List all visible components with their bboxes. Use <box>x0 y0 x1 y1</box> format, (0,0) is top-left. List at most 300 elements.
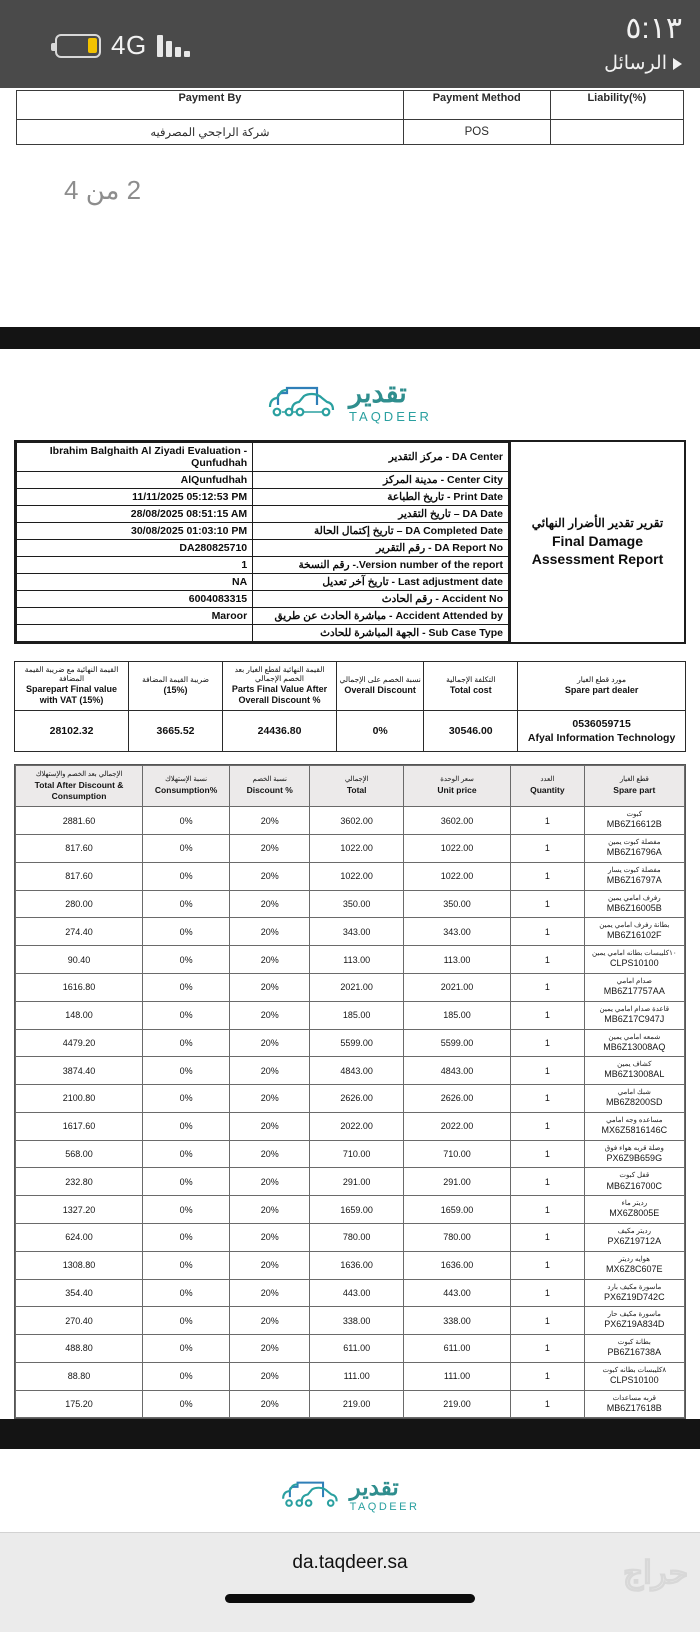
spare-part-arabic-name: مفصلة كبوت يمين <box>608 839 661 847</box>
cell-consumption: 0% <box>143 1279 230 1307</box>
cell-discount: 20% <box>230 1196 310 1224</box>
cell-spare-part <box>584 1029 684 1057</box>
brand-latin: TAQDEER <box>349 409 432 424</box>
cell-consumption: 0% <box>143 1335 230 1363</box>
spare-part-number: MX6Z5816146C <box>601 1124 668 1135</box>
cell-total: 1022.00 <box>310 835 404 863</box>
cell-spare-part <box>584 1057 684 1085</box>
info-value-da-date: 28/08/2025 08:51:15 AM <box>17 506 253 523</box>
taqdeer-wordmark <box>349 380 432 423</box>
cell-total-after: 2100.80 <box>16 1085 143 1113</box>
parts-col-discount: نسبة الخصم Discount % <box>230 765 310 806</box>
info-label-attended-by: Accident Attended by - مباشرة الحادث عن طريق <box>253 608 509 625</box>
info-row-da-center <box>17 443 509 472</box>
table-row <box>16 1085 685 1113</box>
cell-discount: 20% <box>230 1085 310 1113</box>
cell-unit-price: 350.00 <box>404 890 511 918</box>
cell-total-after: 1327.20 <box>16 1196 143 1224</box>
footer-taqdeer-logo <box>0 1449 700 1532</box>
status-bar <box>0 0 700 88</box>
cell-total-after: 232.80 <box>16 1168 143 1196</box>
spare-part-arabic-name: ماسورة مكيف بارد <box>607 1283 662 1291</box>
info-value-da-report-no: DA280825710 <box>17 540 253 557</box>
cell-unit-price: 710.00 <box>404 1140 511 1168</box>
info-label-center-city: Center City - مدينة المركز <box>253 472 509 489</box>
spare-part-number: MB6Z17C947J <box>604 1013 665 1024</box>
cell-quantity: 1 <box>511 1390 585 1418</box>
cell-total: 1022.00 <box>310 862 404 890</box>
cell-unit-price: 343.00 <box>404 918 511 946</box>
cell-unit-price: 3602.00 <box>404 807 511 835</box>
summary-value-vat: 3665.52 <box>129 710 223 751</box>
summary-header-row <box>15 662 686 711</box>
home-indicator[interactable] <box>225 1594 475 1603</box>
cell-spare-part <box>584 807 684 835</box>
cell-unit-price: 2021.00 <box>404 973 511 1001</box>
cell-spare-part <box>584 918 684 946</box>
cell-discount: 20% <box>230 973 310 1001</box>
info-row-da-report-no <box>17 540 509 557</box>
cell-unit-price: 219.00 <box>404 1390 511 1418</box>
cell-discount: 20% <box>230 1279 310 1307</box>
cell-spare-part <box>584 973 684 1001</box>
cell-consumption: 0% <box>143 1196 230 1224</box>
network-type-label: 4G <box>111 30 147 60</box>
cell-spare-part <box>584 1168 684 1196</box>
cell-spare-part <box>584 1279 684 1307</box>
table-row <box>16 1307 685 1335</box>
cell-total-after: 817.60 <box>16 835 143 863</box>
cell-total: 443.00 <box>310 1279 404 1307</box>
status-bar-right-group <box>604 14 682 75</box>
table-row <box>16 1223 685 1251</box>
cell-discount: 20% <box>230 918 310 946</box>
info-row-da-completed-date <box>17 523 509 540</box>
cell-quantity: 1 <box>511 1335 585 1363</box>
cell-spare-part <box>584 1362 684 1390</box>
cell-unit-price: 1022.00 <box>404 862 511 890</box>
cell-discount: 20% <box>230 862 310 890</box>
cell-spare-part <box>584 890 684 918</box>
report-header-block <box>14 440 686 644</box>
spare-part-number: MB6Z16612B <box>606 819 662 830</box>
previous-page-fragment <box>0 90 700 327</box>
cell-spare-part <box>584 1196 684 1224</box>
cell-consumption: 0% <box>143 1390 230 1418</box>
cell-payment-by: شركة الراجحي المصرفيه <box>17 120 404 145</box>
parts-col-total-after: الإجمالي بعد الخصم والإستهلاك Total After Discount & Consumption <box>16 765 143 806</box>
cell-quantity: 1 <box>511 946 585 974</box>
spare-part-number: MX6Z8C607E <box>606 1263 663 1274</box>
spare-part-number: MB6Z16005B <box>606 902 662 913</box>
spare-part-arabic-name: ١٠كليبسات بطانه امامي يمين <box>592 950 677 958</box>
summary-value-after-overall-discount: 24436.80 <box>223 710 337 751</box>
cell-total: 2022.00 <box>310 1112 404 1140</box>
cell-total-after: 3874.40 <box>16 1057 143 1085</box>
cell-consumption: 0% <box>143 1307 230 1335</box>
cell-spare-part <box>584 1335 684 1363</box>
page-separator-bottom <box>0 1419 700 1449</box>
summary-value-overall-discount: 0% <box>337 710 424 751</box>
cell-consumption: 0% <box>143 1362 230 1390</box>
cell-total: 343.00 <box>310 918 404 946</box>
spare-part-arabic-name: قفل كبوت <box>619 1172 650 1180</box>
table-row <box>16 1362 685 1390</box>
cell-quantity: 1 <box>511 1223 585 1251</box>
browser-url-bar[interactable] <box>0 1532 700 1592</box>
footer-brand-latin: TAQDEER <box>349 1501 420 1514</box>
cell-total: 1636.00 <box>310 1251 404 1279</box>
report-title-line1: Final Damage <box>551 533 644 549</box>
cell-total-after: 270.40 <box>16 1307 143 1335</box>
cell-quantity: 1 <box>511 1029 585 1057</box>
cell-unit-price: 1022.00 <box>404 835 511 863</box>
page-indicator: 2 من 4 <box>64 175 142 205</box>
spare-part-arabic-name: كشاف يمين <box>617 1061 652 1069</box>
battery-icon <box>55 34 101 58</box>
cell-unit-price: 338.00 <box>404 1307 511 1335</box>
summary-col-after-overall-discount: القيمة النهائية لقطع الغيار بعد الخصم الإجمالي Parts Final Value After Overall Discount % <box>223 662 337 711</box>
cell-spare-part <box>584 1251 684 1279</box>
spare-part-arabic-name: هوايه رديتر <box>618 1255 650 1263</box>
info-label-da-report-no: DA Report No - رقم التقرير <box>253 540 509 557</box>
cell-total-after: 175.20 <box>16 1390 143 1418</box>
spare-part-arabic-name: رديتر مكيف <box>617 1227 651 1235</box>
report-info-table-wrap <box>16 442 509 642</box>
spare-part-number: MB6Z17618B <box>606 1402 662 1413</box>
cell-quantity: 1 <box>511 807 585 835</box>
cell-discount: 20% <box>230 835 310 863</box>
info-value-da-completed-date: 30/08/2025 01:03:10 PM <box>17 523 253 540</box>
cell-quantity: 1 <box>511 918 585 946</box>
spare-parts-header <box>16 765 685 806</box>
spare-part-arabic-name: قاعدة صدام امامي يمين <box>599 1005 670 1013</box>
spare-part-number: MB6Z16102F <box>607 930 662 941</box>
summary-value-final-with-vat: 28102.32 <box>15 710 129 751</box>
report-title-line2: Assessment Report <box>531 550 664 567</box>
cell-discount: 20% <box>230 890 310 918</box>
info-row-da-date <box>17 506 509 523</box>
summary-col-final-with-vat: القيمة النهائية مع ضريبة القيمة المضافة Sparepart Final value with VAT (15%) <box>15 662 129 711</box>
cell-total: 219.00 <box>310 1390 404 1418</box>
cell-consumption: 0% <box>143 1112 230 1140</box>
cell-spare-part <box>584 946 684 974</box>
col-liability: Liability(%) <box>587 92 647 104</box>
cell-payment-method: POS <box>403 120 550 145</box>
cell-quantity: 1 <box>511 1362 585 1390</box>
spare-part-number: PX6Z19A834D <box>604 1319 665 1330</box>
spare-part-arabic-name: مساعده وجه امامي <box>606 1116 663 1124</box>
cell-quantity: 1 <box>511 1251 585 1279</box>
cell-total-after: 274.40 <box>16 918 143 946</box>
report-title-english <box>532 533 664 568</box>
cell-total-after: 568.00 <box>16 1140 143 1168</box>
spare-part-arabic-name: قربه مساعدات <box>612 1394 656 1402</box>
spare-part-number: MB6Z13008AL <box>604 1069 665 1080</box>
table-row <box>16 1196 685 1224</box>
parts-col-total: الإجمالي Total <box>310 765 404 806</box>
info-value-version: 1 <box>17 557 253 574</box>
cell-total: 4843.00 <box>310 1057 404 1085</box>
haraj-watermark: حراج <box>623 1555 688 1591</box>
cell-discount: 20% <box>230 1335 310 1363</box>
pdf-page <box>0 349 700 1419</box>
cell-total-after: 488.80 <box>16 1335 143 1363</box>
cell-discount: 20% <box>230 1112 310 1140</box>
cell-quantity: 1 <box>511 890 585 918</box>
cell-discount: 20% <box>230 1057 310 1085</box>
info-row-sub-case-type <box>17 625 509 642</box>
info-label-accident-no: Accident No - رقم الحادث <box>253 591 509 608</box>
cell-total-after: 1308.80 <box>16 1251 143 1279</box>
active-app-indicator[interactable] <box>604 52 682 75</box>
info-value-accident-no: 6004083315 <box>17 591 253 608</box>
brand-arabic: تقدير <box>349 378 407 408</box>
table-row <box>16 1390 685 1418</box>
spare-part-number: PB6Z16738A <box>607 1347 662 1358</box>
cell-total: 2626.00 <box>310 1085 404 1113</box>
info-label-last-adjustment: Last adjustment date - تاريخ آخر تعديل <box>253 574 509 591</box>
parts-col-consumption: نسبة الإستهلاك Consumption% <box>143 765 230 806</box>
cell-discount: 20% <box>230 1029 310 1057</box>
spare-part-number: MB6Z8200SD <box>606 1097 663 1108</box>
cell-total: 291.00 <box>310 1168 404 1196</box>
spare-part-arabic-name: مفصلة كبوت يسار <box>607 866 661 874</box>
taqdeer-logo <box>14 349 686 440</box>
spare-part-arabic-name: بطانة رفرف امامي يمين <box>599 922 670 930</box>
cell-quantity: 1 <box>511 1279 585 1307</box>
info-label-sub-case-type: Sub Case Type - الجهة المباشرة للحادث <box>253 625 509 642</box>
cell-consumption: 0% <box>143 1085 230 1113</box>
status-bar-left-group <box>55 30 190 61</box>
info-row-attended-by <box>17 608 509 625</box>
cell-unit-price: 111.00 <box>404 1362 511 1390</box>
cell-consumption: 0% <box>143 1029 230 1057</box>
summary-col-dealer: مورد قطع الغيار Spare part dealer <box>518 662 686 711</box>
summary-value-total-cost: 30546.00 <box>424 710 518 751</box>
cell-quantity: 1 <box>511 1196 585 1224</box>
cell-total-after: 88.80 <box>16 1362 143 1390</box>
spare-parts-table <box>15 765 685 1419</box>
info-label-print-date: Print Date - تاريخ الطباعة <box>253 489 509 506</box>
cell-total: 111.00 <box>310 1362 404 1390</box>
spare-part-number: MB6Z16796A <box>606 847 662 858</box>
report-title-block <box>509 442 684 642</box>
cell-discount: 20% <box>230 807 310 835</box>
cost-summary-section <box>14 661 686 752</box>
spare-part-arabic-name: وصلة قربه هواء فوق <box>604 1144 664 1152</box>
table-row <box>16 1029 685 1057</box>
dealer-phone: 0536059715 <box>572 717 631 730</box>
table-row <box>16 918 685 946</box>
cell-unit-price: 2022.00 <box>404 1112 511 1140</box>
url-text[interactable]: da.taqdeer.sa <box>292 1551 408 1573</box>
cell-total: 350.00 <box>310 890 404 918</box>
table-row <box>16 835 685 863</box>
cell-quantity: 1 <box>511 1085 585 1113</box>
cell-discount: 20% <box>230 1251 310 1279</box>
cell-discount: 20% <box>230 1223 310 1251</box>
spare-part-number: MB6Z17757AA <box>603 986 665 997</box>
summary-value-dealer <box>518 710 686 751</box>
table-row <box>16 1112 685 1140</box>
info-label-da-date: DA Date – تاريخ التقدير <box>253 506 509 523</box>
cell-spare-part <box>584 1085 684 1113</box>
cell-total: 5599.00 <box>310 1029 404 1057</box>
spare-part-arabic-name: شمعه امامي يمين <box>608 1033 661 1041</box>
spare-part-number: MB6Z16797A <box>606 874 662 885</box>
table-row <box>17 120 684 145</box>
cell-unit-price: 291.00 <box>404 1168 511 1196</box>
info-row-print-date <box>17 489 509 506</box>
info-label-da-completed-date: DA Completed Date – تاريخ إكتمال الحالة <box>253 523 509 540</box>
table-row <box>16 890 685 918</box>
cell-consumption: 0% <box>143 1223 230 1251</box>
cell-quantity: 1 <box>511 1001 585 1029</box>
info-value-center-city: AlQunfudhah <box>17 472 253 489</box>
cell-quantity: 1 <box>511 1168 585 1196</box>
cell-total-after: 817.60 <box>16 862 143 890</box>
spare-part-arabic-name: صدام امامي <box>616 977 652 985</box>
report-info-table <box>16 442 509 642</box>
cell-total: 611.00 <box>310 1335 404 1363</box>
cell-total: 113.00 <box>310 946 404 974</box>
cell-consumption: 0% <box>143 807 230 835</box>
cell-spare-part <box>584 1140 684 1168</box>
cell-spare-part <box>584 1390 684 1418</box>
cell-discount: 20% <box>230 1390 310 1418</box>
spare-part-arabic-name: ماسورة مكيف حار <box>607 1311 661 1319</box>
taqdeer-truck-car-logo-icon <box>268 379 340 424</box>
cell-total-after: 354.40 <box>16 1279 143 1307</box>
table-row <box>16 807 685 835</box>
info-value-sub-case-type <box>17 625 253 642</box>
cell-total-after: 624.00 <box>16 1223 143 1251</box>
spare-part-arabic-name: بطانة كبوت <box>617 1339 651 1347</box>
spare-part-number: PX6Z19D742C <box>604 1291 665 1302</box>
spare-parts-section <box>14 764 686 1420</box>
cell-consumption: 0% <box>143 1168 230 1196</box>
spare-part-number: MX6Z8005E <box>609 1208 660 1219</box>
table-row <box>16 1168 685 1196</box>
cell-consumption: 0% <box>143 918 230 946</box>
info-value-attended-by: Maroor <box>17 608 253 625</box>
summary-col-overall-discount: نسبة الخصم على الإجمالي Overall Discount <box>337 662 424 711</box>
summary-col-total-cost: التكلفة الإجمالية Total cost <box>424 662 518 711</box>
cell-total-after: 90.40 <box>16 946 143 974</box>
info-row-accident-no <box>17 591 509 608</box>
parts-col-unit-price: سعر الوحدة Unit price <box>404 765 511 806</box>
spare-part-number: CLPS10100 <box>610 958 659 969</box>
cell-unit-price: 2626.00 <box>404 1085 511 1113</box>
summary-value-row <box>15 710 686 751</box>
cell-consumption: 0% <box>143 862 230 890</box>
spare-parts-body <box>16 807 685 1418</box>
parts-col-quantity: العدد Quantity <box>511 765 585 806</box>
summary-col-vat: ضريبة القيمة المضافة (15%) <box>129 662 223 711</box>
spare-part-number: CLPS10100 <box>610 1374 659 1385</box>
cell-total-after: 4479.20 <box>16 1029 143 1057</box>
spare-part-arabic-name: كبوت <box>626 811 643 819</box>
info-value-last-adjustment: NA <box>17 574 253 591</box>
dealer-name: Afyal Information Technology <box>527 731 676 744</box>
cell-discount: 20% <box>230 1362 310 1390</box>
cell-quantity: 1 <box>511 862 585 890</box>
cell-liability <box>550 120 683 145</box>
cell-unit-price: 185.00 <box>404 1001 511 1029</box>
table-row <box>16 1279 685 1307</box>
cell-total: 2021.00 <box>310 973 404 1001</box>
table-row <box>16 1001 685 1029</box>
footer-brand-arabic: تقدير <box>349 1474 399 1501</box>
cell-quantity: 1 <box>511 1057 585 1085</box>
cell-total: 710.00 <box>310 1140 404 1168</box>
cell-spare-part <box>584 862 684 890</box>
cell-unit-price: 443.00 <box>404 1279 511 1307</box>
table-row <box>16 1140 685 1168</box>
report-info-rows <box>17 443 509 642</box>
cell-consumption: 0% <box>143 1140 230 1168</box>
spare-part-number: PX6Z9B659G <box>606 1152 663 1163</box>
table-row <box>16 1335 685 1363</box>
cell-total: 185.00 <box>310 1001 404 1029</box>
cell-unit-price: 5599.00 <box>404 1029 511 1057</box>
cell-consumption: 0% <box>143 946 230 974</box>
cell-total-after: 2881.60 <box>16 807 143 835</box>
parts-col-spare-part: قطع الغيار Spare part <box>584 765 684 806</box>
spare-part-arabic-name: رديتر ماء <box>621 1200 648 1208</box>
table-row <box>16 1251 685 1279</box>
cell-unit-price: 611.00 <box>404 1335 511 1363</box>
spare-part-arabic-name: شبك امامي <box>617 1089 651 1097</box>
play-triangle-icon <box>673 58 682 70</box>
cell-total-after: 280.00 <box>16 890 143 918</box>
cell-discount: 20% <box>230 1307 310 1335</box>
cell-discount: 20% <box>230 1168 310 1196</box>
cell-consumption: 0% <box>143 1251 230 1279</box>
info-value-print-date: 11/11/2025 05:12:53 PM <box>17 489 253 506</box>
cell-spare-part <box>584 1112 684 1140</box>
info-row-version <box>17 557 509 574</box>
info-label-da-center: DA Center - مركز التقدير <box>253 443 509 472</box>
footer-wordmark <box>350 1476 420 1513</box>
cell-discount: 20% <box>230 946 310 974</box>
footer-taqdeer-truck-car-logo-icon <box>281 1475 343 1514</box>
table-header-row <box>17 91 684 120</box>
cell-unit-price: 1659.00 <box>404 1196 511 1224</box>
cell-quantity: 1 <box>511 835 585 863</box>
spare-part-arabic-name: رفرف امامي يمين <box>608 894 661 902</box>
cell-total: 780.00 <box>310 1223 404 1251</box>
cell-discount: 20% <box>230 1001 310 1029</box>
clock: ٥:١٣ <box>625 12 682 45</box>
spare-part-number: MB6Z16700C <box>606 1180 663 1191</box>
signal-bars-icon <box>157 35 190 57</box>
cell-unit-price: 780.00 <box>404 1223 511 1251</box>
col-payment-by: Payment By <box>178 92 242 104</box>
table-row <box>16 1057 685 1085</box>
cell-quantity: 1 <box>511 1140 585 1168</box>
cell-unit-price: 113.00 <box>404 946 511 974</box>
cell-quantity: 1 <box>511 1112 585 1140</box>
cell-total-after: 148.00 <box>16 1001 143 1029</box>
page-separator-top <box>0 327 700 349</box>
table-row <box>16 973 685 1001</box>
messages-app-label: الرسائل <box>604 53 667 74</box>
cell-consumption: 0% <box>143 1001 230 1029</box>
report-title-arabic: تقرير تقدير الأضرار النهائي <box>531 516 664 530</box>
cell-spare-part <box>584 1307 684 1335</box>
